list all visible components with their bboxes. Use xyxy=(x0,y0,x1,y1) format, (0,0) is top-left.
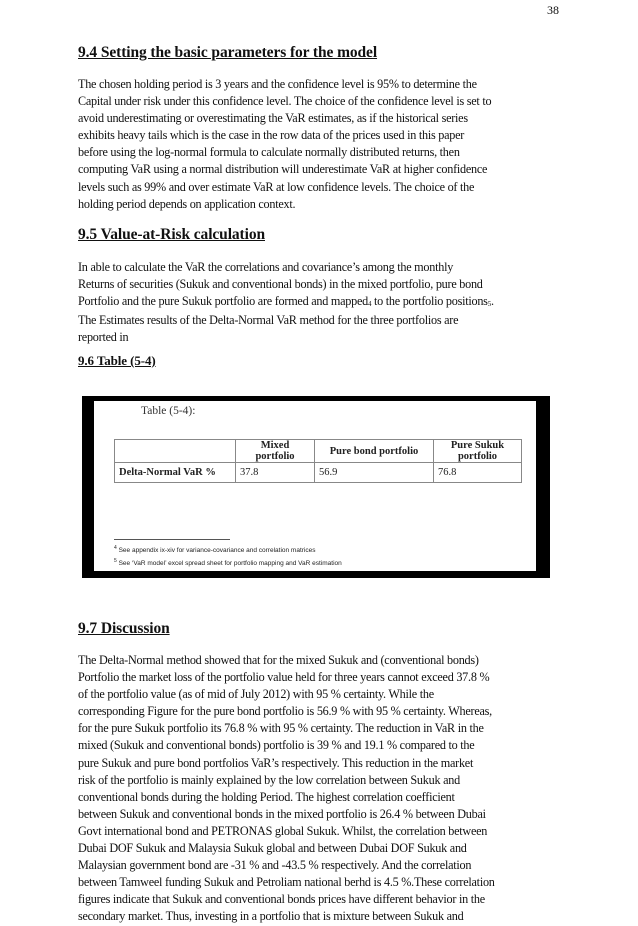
paragraph-line: levels such as 99% and over estimate VaR at low confidence levels. The choice of the xyxy=(78,179,475,194)
table-row xyxy=(115,463,522,483)
line-text: Portfolio and the pure Sukuk portfolio are formed and mapped xyxy=(78,294,368,309)
var-table xyxy=(114,439,522,483)
paragraph-line: before using the log-normal formula to calculate normally distributed returns, then xyxy=(78,145,460,160)
table-header-cell: Pure bond portfolio xyxy=(315,440,434,463)
footnote-text: See appendix ix-xiv for variance-covariance and correlation matrices xyxy=(116,547,316,555)
page-number: 38 xyxy=(547,3,559,17)
paragraph-line: Portfolio the market loss of the portfolio value held for three years cannot exceed 37.8 % xyxy=(78,670,490,685)
table-cell: 37.8 xyxy=(236,463,315,483)
paragraph-line: Returns of securities (Sukuk and conventional bonds) in the mixed portfolio, pure bond xyxy=(78,277,483,292)
paragraph-line: corresponding Figure for the pure bond portfolio is 56.9 % with 95 % certainty. Whereas, xyxy=(78,704,492,719)
paragraph-line: of the portfolio value (as of mid of July 2012) with 95 % certainty. While the xyxy=(78,687,434,702)
paragraph-line: Dubai DOF Sukuk and Malaysia Sukuk global and between Dubai DOF Sukuk and xyxy=(78,841,467,856)
section-9-4-paragraph xyxy=(78,76,568,213)
paragraph-line: Capital under risk under this confidence level. The choice of the confidence level is set to xyxy=(78,94,492,109)
paragraph-line: exhibits heavy tails which is the case in the row data of the prices used in this paper xyxy=(78,128,465,143)
section-9-5-heading: 9.5 Value-at-Risk calculation xyxy=(78,226,265,243)
footnote-number: 5 xyxy=(114,558,117,564)
paragraph-line: avoid underestimating or overestimating the VaR estimates, as if the historical series xyxy=(78,111,468,126)
paragraph-line: mixed (Sukuk and conventional bonds) portfolio is 39 % and 19.1 % compared to the xyxy=(78,738,475,753)
paragraph-line: conventional bonds during the holding Period. The highest correlation coefficient xyxy=(78,789,455,804)
section-9-7-paragraph xyxy=(78,652,568,926)
paragraph-line: The Estimates results of the Delta-Normal VaR method for the three portfolios are xyxy=(78,313,459,328)
paragraph-line: reported in xyxy=(78,330,129,345)
figure-title: Table (5-4): xyxy=(141,405,196,417)
table-header-cell: Pure Sukuk portfolio xyxy=(434,440,522,463)
section-9-6-heading: 9.6 Table (5-4) xyxy=(78,353,156,368)
paragraph-line: for the pure Sukuk portfolio its 76.8 % with 95 % certainty. The reduction in VaR in the xyxy=(78,721,484,736)
paragraph-line: between Tamweel funding Sukuk and Petroliam national berhd is 4.5 %.These correlation xyxy=(78,875,495,890)
table-row-label: Delta-Normal VaR % xyxy=(115,463,236,483)
paragraph-line: computing VaR using a normal distribution will underestimate VaR at higher confidence xyxy=(78,162,488,177)
paragraph-line: risk of the portfolio is mainly explained by the low correlation between Sukuk and xyxy=(78,772,460,787)
figure-footnote xyxy=(114,545,316,554)
line-text: to the portfolio positions xyxy=(371,294,488,309)
paragraph-line: The Delta-Normal method showed that for the mixed Sukuk and (conventional bonds) xyxy=(78,653,479,667)
paragraph-line: pure Sukuk and pure bond portfolios VaR’s respectively. This reduction in the market xyxy=(78,755,474,770)
table-figure xyxy=(82,396,550,578)
section-9-7-heading: 9.7 Discussion xyxy=(78,620,170,637)
footnote-ref: 4 xyxy=(367,300,372,309)
section-9-5-paragraph xyxy=(78,259,568,346)
paragraph-line: The chosen holding period is 3 years and the confidence level is 95% to determine the xyxy=(78,77,477,91)
paragraph-line xyxy=(78,293,568,312)
footnote-text: See ‘VaR model’ excel spread sheet for portfolio mapping and VaR estimation xyxy=(116,560,342,568)
footnote-number: 4 xyxy=(114,545,117,551)
figure-footnote xyxy=(114,558,342,567)
footnote-ref: 5 xyxy=(487,300,491,309)
footnote-divider xyxy=(114,539,230,540)
table-cell: 56.9 xyxy=(315,463,434,483)
paragraph-line: Malaysian government bond are -31 % and -43.5 % respectively. And the correlation xyxy=(78,858,472,873)
table-figure-image xyxy=(94,401,536,571)
paragraph-line: secondary market. Thus, investing in a portfolio that is mixture between Sukuk and xyxy=(78,909,464,924)
table-header-cell: Mixed portfolio xyxy=(236,440,315,463)
paragraph-line: In able to calculate the VaR the correlations and covariance’s among the monthly xyxy=(78,260,454,274)
line-text: . xyxy=(490,294,494,309)
table-header-row xyxy=(115,440,522,463)
section-9-4-heading: 9.4 Setting the basic parameters for the model xyxy=(78,44,378,61)
table-cell: 76.8 xyxy=(434,463,522,483)
table-header-cell xyxy=(115,440,236,463)
paragraph-line: figures indicate that Sukuk and conventional bonds prices have different behavior in the xyxy=(78,892,485,907)
paragraph-line: between Sukuk and conventional bonds in the mixed portfolio is 26.4 % between Dubai xyxy=(78,806,486,821)
paragraph-line: Govt international bond and PETRONAS global Sukuk. Whilst, the correlation between xyxy=(78,823,488,838)
paragraph-line: holding period depends on application context. xyxy=(78,196,296,211)
